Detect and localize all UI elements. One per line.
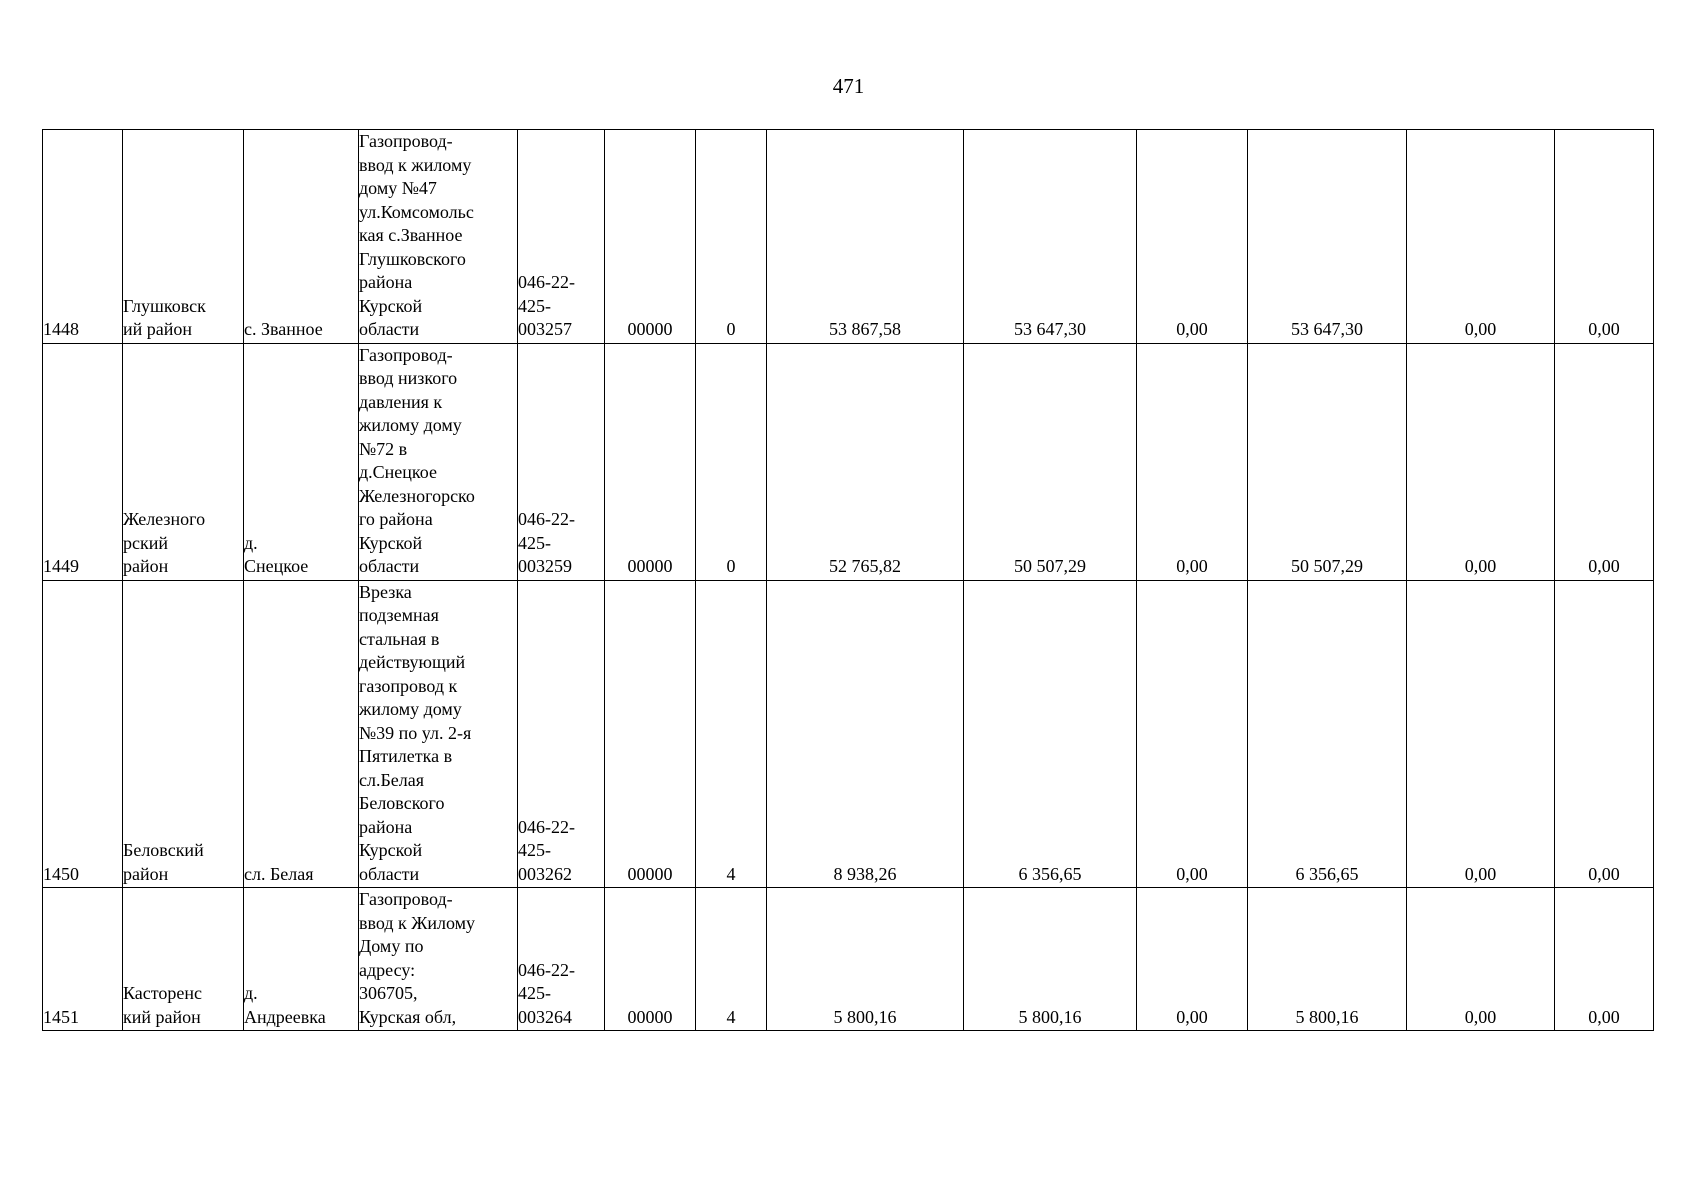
code2-cell: 00000 (605, 343, 696, 580)
locality-cell: д. Андреевка (244, 888, 359, 1031)
flag-cell: 4 (696, 580, 767, 888)
cadastral-code-cell: 046-22- 425- 003257 (518, 130, 605, 344)
row-number: 1448 (43, 130, 123, 344)
locality-cell: с. Званное (244, 130, 359, 344)
cadastral-code-cell: 046-22- 425- 003264 (518, 888, 605, 1031)
row-number: 1450 (43, 580, 123, 888)
value-2-cell: 5 800,16 (964, 888, 1137, 1031)
description-cell: Газопровод- ввод низкого давления к жилому дому №72 в д.Снецкое Железногорско го района Курской области (359, 343, 518, 580)
value-6-cell: 0,00 (1555, 343, 1654, 580)
value-3-cell: 0,00 (1137, 580, 1248, 888)
row-number: 1449 (43, 343, 123, 580)
value-5-cell: 0,00 (1407, 343, 1555, 580)
table-row (43, 343, 1654, 580)
value-2-cell: 53 647,30 (964, 130, 1137, 344)
district-cell: Железного рский район (123, 343, 244, 580)
locality-cell: д. Снецкое (244, 343, 359, 580)
value-1-cell: 5 800,16 (767, 888, 964, 1031)
table-row (43, 888, 1654, 1031)
value-2-cell: 6 356,65 (964, 580, 1137, 888)
value-5-cell: 0,00 (1407, 888, 1555, 1031)
value-6-cell: 0,00 (1555, 888, 1654, 1031)
table-row (43, 580, 1654, 888)
code2-cell: 00000 (605, 130, 696, 344)
value-6-cell: 0,00 (1555, 130, 1654, 344)
flag-cell: 4 (696, 888, 767, 1031)
value-3-cell: 0,00 (1137, 130, 1248, 344)
code2-cell: 00000 (605, 888, 696, 1031)
description-cell: Газопровод- ввод к Жилому Дому по адресу: 306705, Курская обл, (359, 888, 518, 1031)
value-4-cell: 53 647,30 (1248, 130, 1407, 344)
page-number: 471 (832, 74, 865, 98)
cadastral-code-cell: 046-22- 425- 003262 (518, 580, 605, 888)
value-3-cell: 0,00 (1137, 888, 1248, 1031)
value-1-cell: 52 765,82 (767, 343, 964, 580)
value-3-cell: 0,00 (1137, 343, 1248, 580)
district-cell: Глушковск ий район (123, 130, 244, 344)
value-2-cell: 50 507,29 (964, 343, 1137, 580)
table-row (43, 130, 1654, 344)
value-4-cell: 6 356,65 (1248, 580, 1407, 888)
value-6-cell: 0,00 (1555, 580, 1654, 888)
value-5-cell: 0,00 (1407, 580, 1555, 888)
description-cell: Врезка подземная стальная в действующий газопровод к жилому дому №39 по ул. 2-я Пятилетка в сл.Белая Беловского района Курской области (359, 580, 518, 888)
description-cell: Газопровод- ввод к жилому дому №47 ул.Комсомольс кая с.Званное Глушковского района Курской области (359, 130, 518, 344)
cadastral-code-cell: 046-22- 425- 003259 (518, 343, 605, 580)
value-4-cell: 5 800,16 (1248, 888, 1407, 1031)
registry-table (42, 129, 1654, 1031)
value-4-cell: 50 507,29 (1248, 343, 1407, 580)
row-number: 1451 (43, 888, 123, 1031)
value-5-cell: 0,00 (1407, 130, 1555, 344)
flag-cell: 0 (696, 343, 767, 580)
value-1-cell: 53 867,58 (767, 130, 964, 344)
flag-cell: 0 (696, 130, 767, 344)
code2-cell: 00000 (605, 580, 696, 888)
district-cell: Касторенс кий район (123, 888, 244, 1031)
value-1-cell: 8 938,26 (767, 580, 964, 888)
district-cell: Беловский район (123, 580, 244, 888)
locality-cell: сл. Белая (244, 580, 359, 888)
